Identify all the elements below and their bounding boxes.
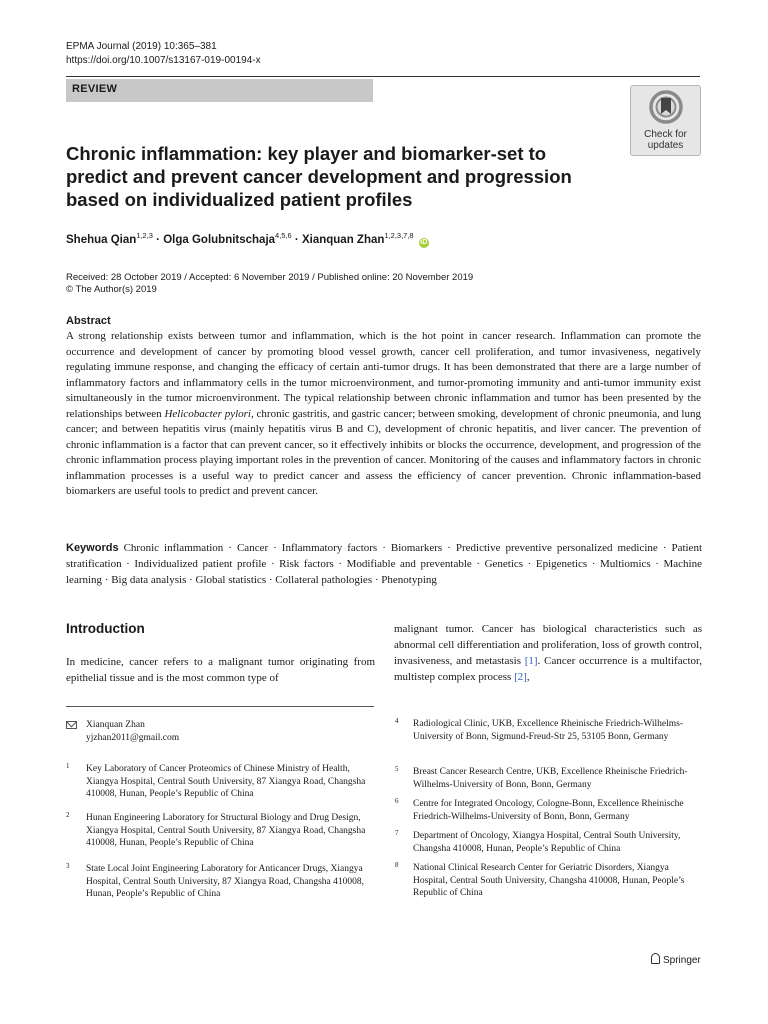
intro-paragraph-left: In medicine, cancer refers to a malignant tumor originating from epithelial tissue and is the most common type of [66, 656, 375, 684]
correspondence-email[interactable]: yjzhan2011@gmail.com [86, 733, 180, 743]
author-name[interactable]: Olga Golubnitschaja [163, 234, 276, 246]
doi-link[interactable]: https://doi.org/10.1007/s13167-019-00194-x [66, 55, 261, 66]
article-title: Chronic inflammation: key player and biomarker-set to predict and prevent cancer development and progression based on individualized patient profiles [66, 143, 572, 210]
correspondence-name: Xianquan Zhan [86, 720, 145, 730]
affiliation-text: Key Laboratory of Cancer Proteomics of Chinese Ministry of Health, Xiangya Hospital, Central South University, 87 Xiangya Road, Changsha 410008, Hunan, People’s Republic of China [86, 764, 366, 799]
species-name: Helicobacter pylori [164, 407, 251, 420]
affiliation-number: 6 [395, 797, 399, 805]
article-type-label: REVIEW [72, 83, 118, 95]
orcid-icon[interactable]: iD [420, 239, 428, 246]
affiliation-number: 5 [395, 765, 399, 773]
affiliation-number: 4 [395, 717, 399, 725]
journal-citation: EPMA Journal (2019) 10:365–381 [66, 41, 217, 52]
affiliation-text: Hunan Engineering Laboratory for Structural Biology and Drug Design, Xiangya Hospital, Central South University, 87 Xiangya Road, Changsha 410008, Hunan, People’s Republic of China [86, 813, 366, 848]
footnote-rule [66, 706, 374, 707]
affiliation-text: Department of Oncology, Xiangya Hospital, Central South University, Changsha 410008, Hunan, People’s Republic of China [413, 831, 681, 854]
copyright-notice: © The Author(s) 2019 [66, 284, 157, 295]
citation-link[interactable]: [1] [524, 655, 538, 667]
check-for-updates-button[interactable] [630, 85, 701, 156]
author-affiliation-marks: 4,5,6 [275, 231, 292, 240]
author-affiliation-marks: 1,2,3,7,8 [384, 231, 414, 240]
author-list [66, 231, 429, 248]
author-affiliation-marks: 1,2,3 [136, 231, 153, 240]
affiliation-number: 7 [395, 829, 399, 837]
affiliation-text: State Local Joint Engineering Laboratory for Anticancer Drugs, Xiangya Hospital, Central South University, 87 Xiangya Road, Changsha 410008, Hunan, People’s Republic of China [86, 864, 365, 899]
keywords-block [66, 540, 702, 588]
header-rule [66, 76, 700, 77]
abstract-text: A strong relationship exists between tumor and inflammation, which is the hot point in cancer research. Inflammation can promote the occurrence and development of cancer by promoting blood vessel growth, cancer cell proliferation, and tumor invasiveness, negatively regulating immune response, and changing the efficacy of certain anti-tumor drugs. It has been demonstrated that there are a large number of inflammatory factors and inflammatory cells in the tumor microenvironment, and tumor-promoting immunity and anti-tumor immunity exist simultaneously in the tumor microenvironment. The typical relationship between chronic inflammation and tumor has been presented by the relationships between Helicobacter pylori, chronic gastritis, and gastric cancer; between smoking, development of chronic pneumonia, and lung cancer; and between hepatitis virus (mainly hepatitis virus B and C), development of chronic hepatitis, and liver cancer. The prevention of chronic inflammation is a factor that can prevent cancer, so it effectively inhibits or blocks the occurrence, development, and progression of the chronic inflammation process playing important roles in the prevention of cancer. Monitoring of the causes and inflammatory factors in chronic inflammation processes is a useful way to predict cancer and assess the efficiency of cancer prevention. Chronic inflammation-based biomarkers are useful tools to predict and prevent cancer. [66, 330, 701, 497]
affiliation-number: 1 [66, 762, 70, 770]
publication-dates: Received: 28 October 2019 / Accepted: 6 November 2019 / Published online: 20 November 2019 [66, 272, 474, 283]
abstract-heading: Abstract [66, 315, 111, 327]
keywords-label: Keywords [66, 542, 119, 554]
envelope-icon [66, 721, 77, 729]
author-name[interactable]: Shehua Qian [66, 234, 137, 246]
affiliation-text: Centre for Integrated Oncology, Cologne-Bonn, Excellence Rheinische Friedrich-Wilhelms-University of Bonn, Bonn, Germany [413, 799, 684, 822]
citation-link[interactable]: [2] [514, 671, 527, 683]
author-separator: · [152, 234, 164, 246]
affiliation-number: 3 [66, 862, 70, 870]
section-heading: Introduction [66, 621, 145, 636]
springer-horse-icon [651, 953, 660, 964]
affiliation-number: 2 [66, 811, 70, 819]
publisher-logo: Springer [651, 953, 701, 966]
author-name[interactable]: Xianquan Zhan [301, 234, 385, 246]
bookmark-ribbon-icon [649, 90, 683, 124]
affiliation-text: National Clinical Research Center for Geriatric Disorders, Xiangya Hospital, Central South University, Changsha 410008, Hunan, People’s Republic of China [413, 863, 685, 898]
check-for-updates-label: Check for updates [644, 129, 687, 151]
intro-paragraph-right: malignant tumor. Cancer has biological characteristics such as abnormal cell differentiation and proliferation, loss of growth control, invasiveness, and metastasis [1]. Cancer occurrence is a multifactor, multistep complex process [2], [394, 623, 702, 683]
author-separator: · [291, 234, 302, 246]
keywords-list: Chronic inflammation · Cancer · Inflammatory factors · Biomarkers · Predictive preventive personalized medicine · Patient stratification · Individualized patient profile · Risk factors · Modifiable and preventable · Genetics · Epigenetics · Multiomics · Machine learning · Big data analysis · Global statistics · Collateral pathologies · Phenotyping [66, 542, 703, 586]
affiliation-text: Radiological Clinic, UKB, Excellence Rheinische Friedrich-Wilhelms-University of Bonn, Sigmund-Freud-Str 25, 53105 Bonn, Germany [413, 719, 684, 742]
affiliation-text: Breast Cancer Research Centre, UKB, Excellence Rheinische Friedrich-Wilhelms-University of Bonn, Bonn, Germany [413, 767, 688, 790]
affiliation-number: 8 [395, 861, 399, 869]
